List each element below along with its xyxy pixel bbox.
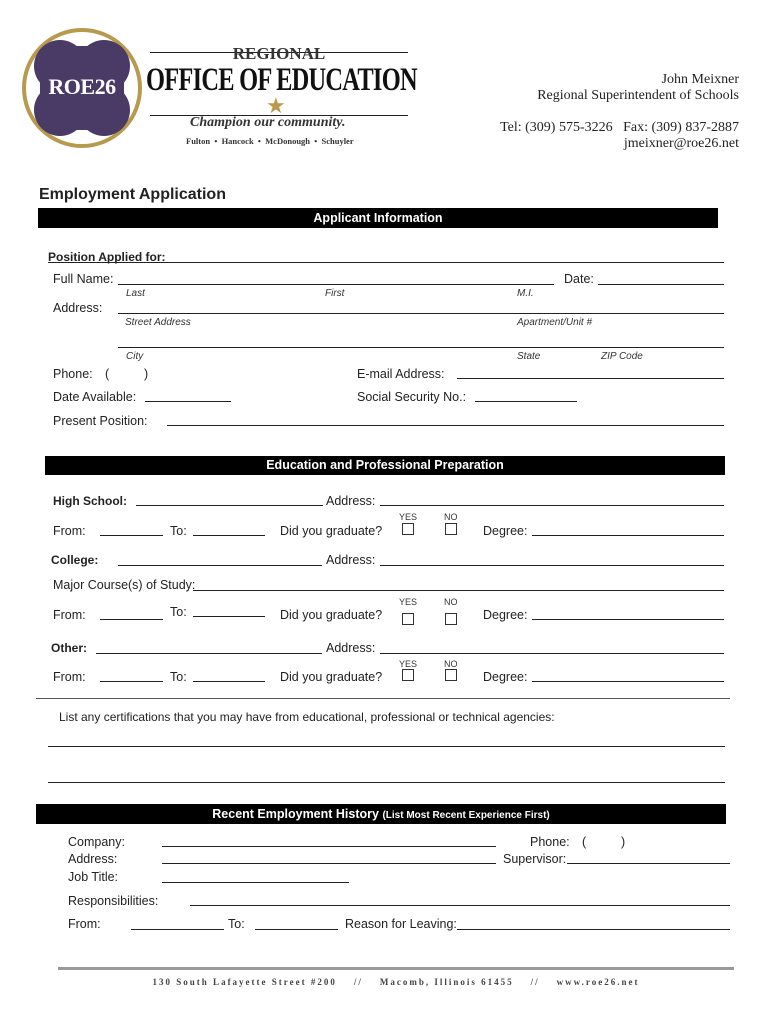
date-available-label: Date Available: <box>53 390 137 404</box>
hs-address-field[interactable] <box>380 505 724 506</box>
other-field[interactable] <box>96 653 322 654</box>
ssn-label: Social Security No.: <box>357 390 467 404</box>
phone-open-paren[interactable]: ( <box>105 367 110 381</box>
hs-no-label: NO <box>444 512 458 522</box>
employment-bar-title: Recent Employment History <box>212 807 379 821</box>
hs-degree-label: Degree: <box>483 524 528 538</box>
full-name-field[interactable] <box>118 284 554 285</box>
hs-from-field[interactable] <box>100 535 163 536</box>
hs-yes-checkbox[interactable] <box>402 523 414 535</box>
logo-office-text: OFFICE OF EDUCATION <box>146 62 417 98</box>
hs-from-label: From: <box>53 524 86 538</box>
email-field[interactable] <box>457 378 724 379</box>
hs-to-field[interactable] <box>193 535 265 536</box>
responsibilities-field[interactable] <box>190 905 730 906</box>
ssn-field[interactable] <box>475 401 577 402</box>
section-divider <box>36 698 730 699</box>
certifications-label: List any certifications that you may have from educational, professional or technical agencies: <box>59 710 555 724</box>
other-from-field[interactable] <box>100 681 163 682</box>
other-from-label: From: <box>53 670 86 684</box>
college-graduate-label: Did you graduate? <box>280 608 383 622</box>
supervisor-field[interactable] <box>567 863 730 864</box>
other-yes-checkbox[interactable] <box>402 669 414 681</box>
logo-regional-text: REGIONAL <box>232 44 326 63</box>
other-degree-label: Degree: <box>483 670 528 684</box>
emp-from-label: From: <box>68 917 101 931</box>
page-title: Employment Application <box>39 186 226 203</box>
contact-title: Regional Superintendent of Schools <box>537 88 739 103</box>
college-from-field[interactable] <box>100 619 163 620</box>
other-address-label: Address: <box>326 641 376 655</box>
emp-address-label: Address: <box>68 852 118 866</box>
date-field[interactable] <box>598 284 724 285</box>
footer-address: 130 South Lafayette Street #200 // Macomb, Illinois 61455 // www.roe26.net <box>152 977 640 987</box>
address-label: Address: <box>53 301 103 315</box>
other-to-label: To: <box>170 670 187 684</box>
emp-to-label: To: <box>228 917 245 931</box>
position-field[interactable] <box>48 262 724 263</box>
footer-rule <box>58 967 734 970</box>
logo-tagline: Champion our community. <box>190 115 346 130</box>
phone-close-paren: ) <box>144 367 149 381</box>
star-icon: ★ <box>266 93 286 118</box>
employment-bar <box>36 804 726 824</box>
emp-phone-close-paren: ) <box>621 835 626 849</box>
certifications-line-1[interactable] <box>48 746 725 747</box>
education-bar: Education and Professional Preparation <box>45 456 725 475</box>
college-address-field[interactable] <box>380 565 724 566</box>
hint-zip: ZIP Code <box>601 351 643 362</box>
hs-yes-label: YES <box>399 512 418 522</box>
emp-address-field[interactable] <box>162 863 496 864</box>
company-label: Company: <box>68 835 125 849</box>
hint-first: First <box>325 288 345 299</box>
college-label: College: <box>51 553 99 567</box>
company-field[interactable] <box>162 846 496 847</box>
hs-degree-field[interactable] <box>532 535 724 536</box>
emp-to-field[interactable] <box>255 929 338 930</box>
logo <box>20 26 416 150</box>
logo-counties: Fulton • Hancock • McDonough • Schuyler <box>186 136 354 146</box>
date-label: Date: <box>564 272 594 286</box>
reason-field[interactable] <box>457 929 730 930</box>
hint-mi: M.I. <box>517 288 534 299</box>
high-school-label: High School: <box>53 494 127 508</box>
college-yes-label: YES <box>399 597 418 607</box>
contact-name: John Meixner <box>661 72 739 87</box>
other-graduate-label: Did you graduate? <box>280 670 383 684</box>
college-no-checkbox[interactable] <box>445 613 457 625</box>
other-to-field[interactable] <box>193 681 265 682</box>
other-no-label: NO <box>444 659 458 669</box>
present-position-label: Present Position: <box>53 414 148 428</box>
responsibilities-label: Responsibilities: <box>68 894 159 908</box>
full-name-label: Full Name: <box>53 272 114 286</box>
college-field[interactable] <box>118 565 322 566</box>
hint-street: Street Address <box>125 317 191 328</box>
college-degree-label: Degree: <box>483 608 528 622</box>
other-label: Other: <box>51 641 87 655</box>
other-yes-label: YES <box>399 659 418 669</box>
hs-to-label: To: <box>170 524 187 538</box>
job-title-label: Job Title: <box>68 870 119 884</box>
street-address-field[interactable] <box>118 313 724 314</box>
college-to-field[interactable] <box>193 616 265 617</box>
other-address-field[interactable] <box>380 653 724 654</box>
employment-bar-subtitle: (List Most Recent Experience First) <box>382 810 550 821</box>
other-degree-field[interactable] <box>532 681 724 682</box>
contact-phone: Tel: (309) 575-3226 Fax: (309) 837-2887 <box>500 120 739 135</box>
hint-city: City <box>126 351 144 362</box>
hint-apt: Apartment/Unit # <box>517 317 593 328</box>
hs-no-checkbox[interactable] <box>445 523 457 535</box>
supervisor-label: Supervisor: <box>503 852 567 866</box>
hint-state: State <box>517 351 541 362</box>
date-available-field[interactable] <box>145 401 231 402</box>
emp-phone-label: Phone: <box>530 835 570 849</box>
high-school-field[interactable] <box>136 505 323 506</box>
college-to-label: To: <box>170 605 187 619</box>
college-degree-field[interactable] <box>532 619 724 620</box>
college-no-label: NO <box>444 597 458 607</box>
city-state-zip-field[interactable] <box>118 347 724 348</box>
phone-label: Phone: <box>53 367 93 381</box>
email-label: E-mail Address: <box>357 367 445 381</box>
emp-from-field[interactable] <box>131 929 224 930</box>
reason-label: Reason for Leaving: <box>345 917 457 931</box>
major-label: Major Course(s) of Study: <box>53 578 196 592</box>
contact-email: jmeixner@roe26.net <box>623 136 739 151</box>
hint-last: Last <box>126 288 145 299</box>
major-field[interactable] <box>193 590 724 591</box>
position-label: Position Applied for: <box>48 250 166 264</box>
logo-badge-text: ROE26 <box>48 74 116 99</box>
job-title-field[interactable] <box>162 882 349 883</box>
college-address-label: Address: <box>326 553 376 567</box>
present-position-field[interactable] <box>167 425 724 426</box>
applicant-info-bar: Applicant Information <box>38 208 718 228</box>
certifications-line-2[interactable] <box>48 782 725 783</box>
hs-address-label: Address: <box>326 494 376 508</box>
emp-phone-open-paren[interactable]: ( <box>582 835 587 849</box>
other-no-checkbox[interactable] <box>445 669 457 681</box>
college-from-label: From: <box>53 608 86 622</box>
hs-graduate-label: Did you graduate? <box>280 524 383 538</box>
college-yes-checkbox[interactable] <box>402 613 414 625</box>
